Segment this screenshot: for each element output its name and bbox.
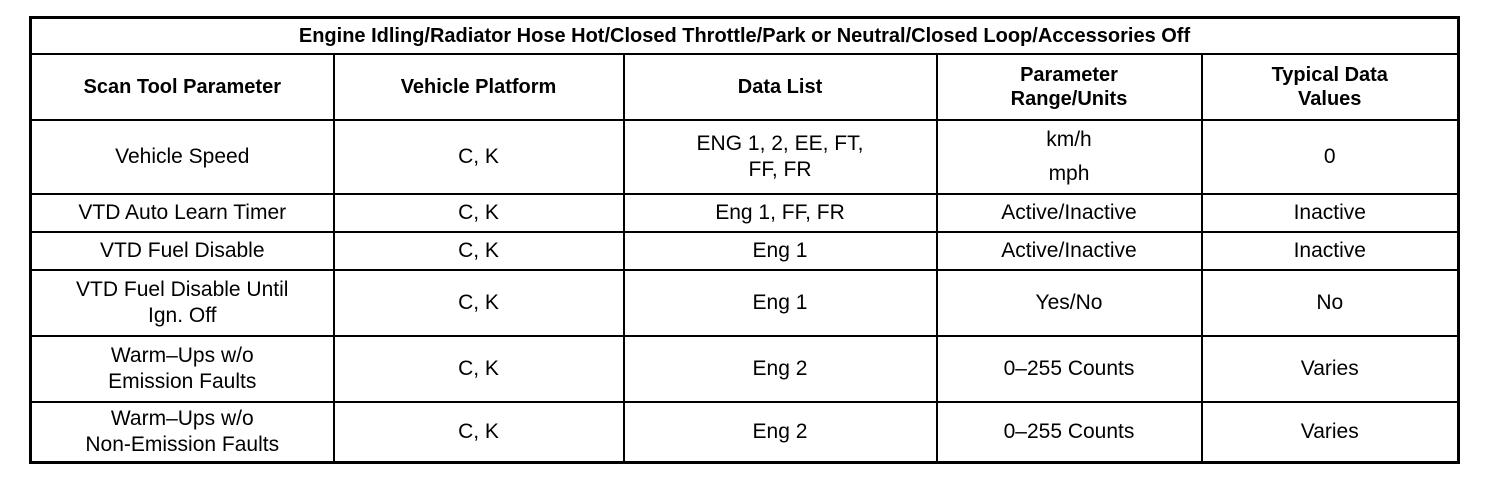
- cell-line: Eng 1: [752, 239, 808, 262]
- cell-typical-value: Inactive: [1202, 232, 1459, 270]
- cell-line: Vehicle Speed: [115, 145, 250, 168]
- cell-line: FF, FR: [748, 158, 812, 181]
- cell-platform: C, K: [334, 270, 624, 336]
- cell-parameter: [31, 336, 334, 402]
- cell-line: Warm–Ups w/o: [110, 407, 254, 430]
- header-data-list: Data List: [624, 54, 937, 120]
- header-parameter-range-units: [937, 54, 1202, 120]
- cell-platform: C, K: [334, 194, 624, 232]
- cell-line: 0–255 Counts: [1003, 357, 1135, 380]
- cell-parameter: [31, 194, 334, 232]
- table-row: [31, 194, 1459, 232]
- cell-range-units: [937, 270, 1202, 336]
- cell-line: VTD Auto Learn Timer: [78, 201, 287, 224]
- header-line: Parameter: [1020, 64, 1118, 86]
- cell-typical-value: No: [1202, 270, 1459, 336]
- table-row: [31, 336, 1459, 402]
- table-header-row: [31, 54, 1459, 120]
- cell-data-list: [624, 194, 937, 232]
- header-scan-tool-parameter: Scan Tool Parameter: [31, 54, 334, 120]
- cell-data-list: [624, 270, 937, 336]
- cell-parameter: [31, 232, 334, 270]
- cell-range-units: [937, 402, 1202, 463]
- cell-range-units: [937, 120, 1202, 194]
- cell-parameter: [31, 120, 334, 194]
- cell-line: Active/Inactive: [1001, 239, 1137, 262]
- scan-tool-data-table: [29, 16, 1460, 464]
- cell-range-units: [937, 194, 1202, 232]
- header-line: Typical Data: [1271, 64, 1388, 86]
- cell-line: ENG 1, 2, EE, FT,: [696, 132, 864, 155]
- table-title-row: [31, 18, 1459, 55]
- cell-line: Warm–Ups w/o: [110, 344, 254, 367]
- cell-parameter: [31, 270, 334, 336]
- cell-line: Ign. Off: [148, 304, 217, 327]
- cell-typical-value: 0: [1202, 120, 1459, 194]
- cell-line: mph: [1048, 162, 1090, 185]
- cell-line: VTD Fuel Disable: [99, 239, 265, 262]
- cell-typical-value: Varies: [1202, 402, 1459, 463]
- cell-data-list: [624, 402, 937, 463]
- cell-parameter: [31, 402, 334, 463]
- cell-line: Active/Inactive: [1001, 201, 1137, 224]
- cell-line: Emission Faults: [108, 370, 257, 393]
- cell-line: Eng 1: [752, 291, 808, 314]
- cell-line: Eng 1, FF, FR: [715, 201, 845, 224]
- cell-line: Yes/No: [1035, 291, 1103, 314]
- cell-data-list: [624, 336, 937, 402]
- table-row: [31, 270, 1459, 336]
- cell-typical-value: Inactive: [1202, 194, 1459, 232]
- cell-line: Eng 2: [752, 420, 808, 443]
- table-row: [31, 120, 1459, 194]
- header-line: Values: [1298, 88, 1362, 110]
- cell-line: Non-Emission Faults: [85, 433, 280, 456]
- scan-tool-data-table-container: [29, 16, 1457, 464]
- header-typical-data-values: [1202, 54, 1459, 120]
- cell-range-units: [937, 336, 1202, 402]
- cell-platform: C, K: [334, 120, 624, 194]
- cell-platform: C, K: [334, 232, 624, 270]
- header-line: Range/Units: [1010, 88, 1128, 110]
- table-row: [31, 402, 1459, 463]
- cell-data-list: [624, 232, 937, 270]
- table-title: Engine Idling/Radiator Hose Hot/Closed Throttle/Park or Neutral/Closed Loop/Accessories Off: [31, 18, 1459, 55]
- table-row: [31, 232, 1459, 270]
- cell-range-units: [937, 232, 1202, 270]
- cell-data-list: [624, 120, 937, 194]
- cell-platform: C, K: [334, 402, 624, 463]
- cell-platform: C, K: [334, 336, 624, 402]
- header-vehicle-platform: Vehicle Platform: [334, 54, 624, 120]
- cell-line: 0–255 Counts: [1003, 420, 1135, 443]
- cell-typical-value: Varies: [1202, 336, 1459, 402]
- cell-line: km/h: [1046, 128, 1092, 151]
- cell-line: VTD Fuel Disable Until: [76, 278, 289, 301]
- cell-line: Eng 2: [752, 357, 808, 380]
